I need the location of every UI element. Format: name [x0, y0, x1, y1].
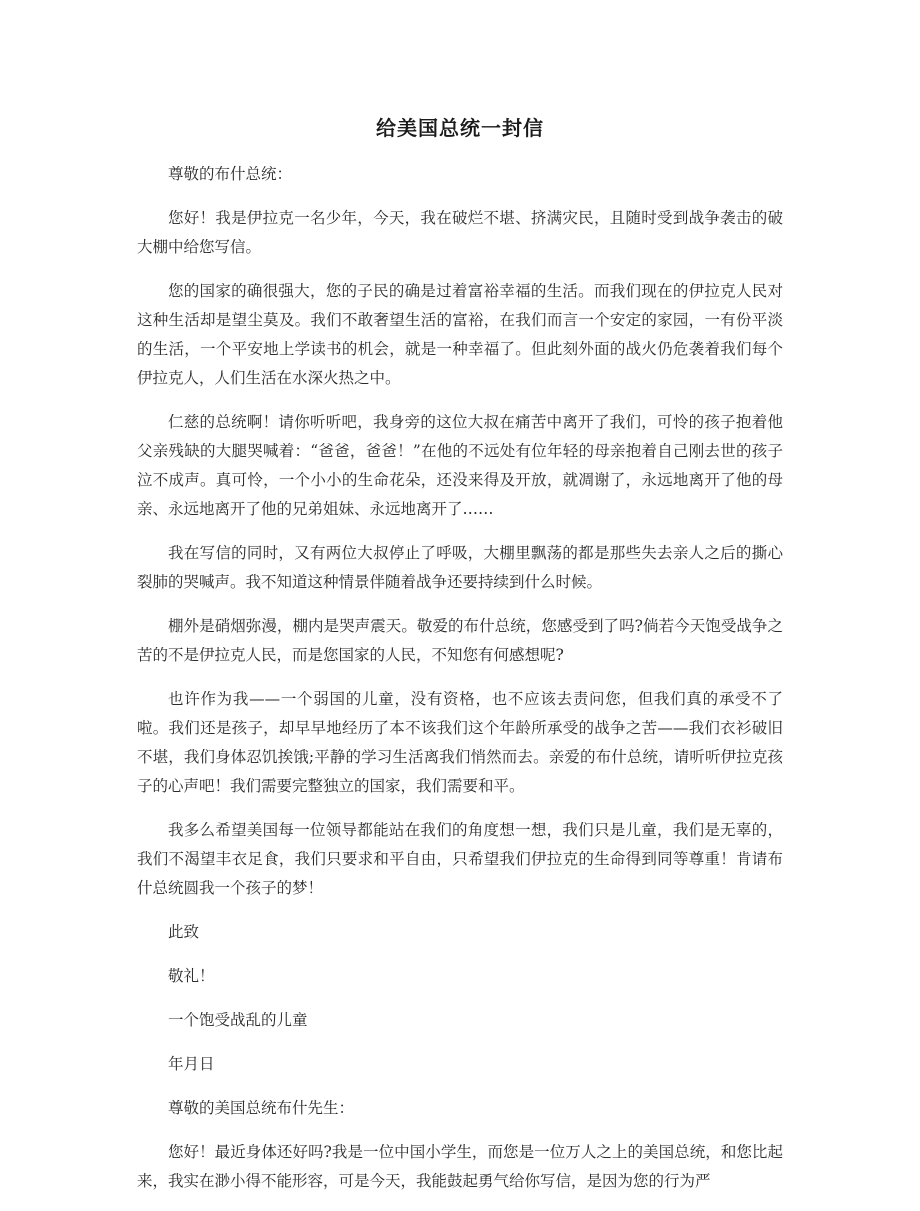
letter1-paragraph-2: 您的国家的确很强大，您的子民的确是过着富裕幸福的生活。而我们现在的伊拉克人民对这种生活却是望尘莫及。我们不敢奢望生活的富裕，在我们而言一个安定的家园，一有份平淡的生活，一个平安地上学读书的机会，就是一种幸福了。但此刻外面的战火仍危袭着我们每个伊拉克人，人们生活在水深火热之中。 — [137, 282, 783, 387]
letter1-date: 年月日 — [168, 1055, 215, 1073]
letter1-paragraph-5: 棚外是硝烟弥漫，棚内是哭声震天。敬爱的布什总统，您感受到了吗?倘若今天饱受战争之苦的不是伊拉克人民，而是您国家的人民，不知您有何感想呢? — [137, 617, 783, 664]
letter1-paragraph-6: 也许作为我——一个弱国的儿童，没有资格，也不应该去责问您，但我们真的承受不了啦。我们还是孩子，却早早地经历了本不该我们这个年龄所承受的战争之苦——我们衣衫破旧不堪，我们身体忍饥挨饿;平静的学习生活离我们悄然而去。亲爱的布什总统，请听听伊拉克孩子的心声吧！我们需要完整独立的国家，我们需要和平。 — [137, 690, 783, 795]
letter1-paragraph-7: 我多么希望美国每一位领导都能站在我们的角度想一想，我们只是儿童，我们是无辜的，我们不渴望丰衣足食，我们只要求和平自由，只希望我们伊拉克的生命得到同等尊重！肯请布什总统圆我一个孩子的梦！ — [137, 821, 783, 897]
letter1-salute: 敬礼！ — [168, 967, 215, 985]
letter1-signature: 一个饱受战乱的儿童 — [168, 1011, 308, 1029]
letter1-paragraph-3: 仁慈的总统啊！请你听听吧，我身旁的这位大叔在痛苦中离开了我们，可怜的孩子抱着他父亲残缺的大腿哭喊着：“爸爸，爸爸！”在他的不远处有位年轻的母亲抱着自己刚去世的孩子泣不成声。真可怜，一个小小的生命花朵，还没来得及开放，就凋谢了，永远地离开了他的母亲、永远地离开了他的兄弟姐妹、永远地离开了…… — [137, 413, 783, 518]
letter1-paragraph-1: 您好！我是伊拉克一名少年，今天，我在破烂不堪、挤满灾民，且随时受到战争袭击的破大棚中给您写信。 — [137, 209, 783, 256]
document-body — [137, 160, 783, 1211]
letter2-salutation: 尊敬的美国总统布什先生： — [168, 1099, 355, 1117]
letter2-paragraph-1: 您好！最近身体还好吗?我是一位中国小学生，而您是一位万人之上的美国总统，和您比起来，我实在渺小得不能形容，可是今天，我能鼓起勇气给你写信，是因为您的行为严 — [137, 1143, 783, 1190]
letter1-salutation: 尊敬的布什总统： — [168, 165, 293, 183]
document-title: 给美国总统一封信 — [376, 116, 544, 140]
letter1-paragraph-4: 我在写信的同时，又有两位大叔停止了呼吸，大棚里飘荡的都是那些失去亲人之后的撕心裂肺的哭喊声。我不知道这种情景伴随着战争还要持续到什么时候。 — [137, 544, 783, 591]
letter1-closing: 此致 — [168, 923, 200, 941]
